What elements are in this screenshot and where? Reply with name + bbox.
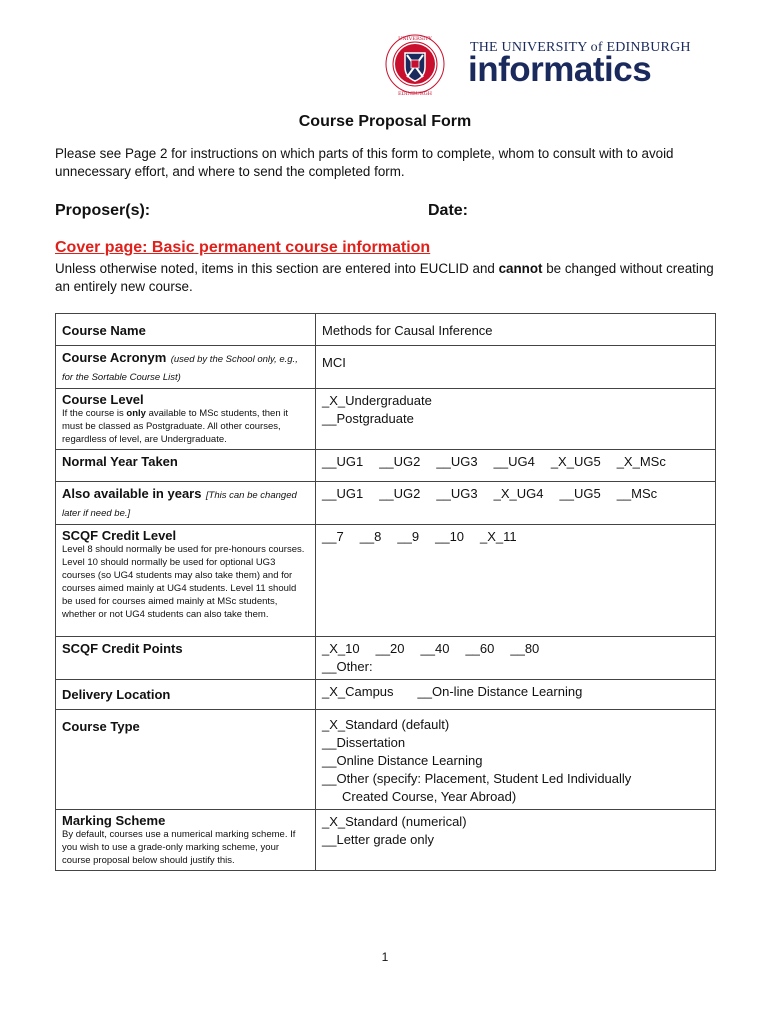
university-name: THE UNIVERSITY of EDINBURGH [470,40,691,55]
option-postgraduate[interactable]: __Postgraduate [322,411,414,426]
svg-text:EDINBURGH: EDINBURGH [397,91,433,97]
course-type-option[interactable]: __Online Distance Learning [322,753,483,768]
also-available-option[interactable]: __UG3 [436,486,478,501]
scqf-level-note: Level 8 should normally be used for pre-honours courses. Level 10 should normally be used for optional UG3 courses (so UG4 students may also take them) and for courses aimed mainly at UG4 students. Level 11 should be used for courses aimed mainly at MSc students, whether or not UG4 students can also take them. [62,544,305,620]
course-name-label: Course Name [62,323,146,338]
scqf-level-option[interactable]: __10 [435,529,465,544]
intro-text: Please see Page 2 for instructions on which parts of this form to complete, whom to consult with to avoid unnecessary effort, and where to send the completed form. [55,146,674,179]
scqf-level-option[interactable]: __9 [397,529,420,544]
course-acronym-hint: (used by the School only, e.g., for the Sortable Course List) [62,354,298,383]
svg-text:UNIVERSITY: UNIVERSITY [398,36,432,42]
row-course-type [56,710,716,810]
cover-heading: Cover page: Basic permanent course information [55,239,431,256]
course-type-option[interactable]: __Other (specify: Placement, Student Led Individually [322,771,632,786]
marking-option-letter-grade[interactable]: __Letter grade only [322,832,435,847]
course-level-note: If the course is only available to MSc students, then it must be classed as Postgraduate. All other courses, regardless of level, are Undergraduate. [62,408,289,445]
also-available-option[interactable]: _X_UG4 [493,486,544,501]
course-type-option[interactable]: _X_Standard (default) [322,717,450,732]
scqf-points-option[interactable]: __20 [375,641,405,656]
course-acronym-value[interactable]: MCI [322,355,346,370]
normal-year-option[interactable]: _X_MSc [616,454,666,469]
scqf-level-option[interactable]: __8 [359,529,382,544]
row-course-acronym [56,346,716,389]
also-available-label: Also available in years [62,486,202,501]
row-marking-scheme [56,810,716,871]
normal-year-option[interactable]: __UG2 [379,454,421,469]
normal-year-option[interactable]: __UG1 [322,454,364,469]
scqf-points-other[interactable]: __Other: [322,659,373,674]
scqf-points-option[interactable]: __80 [510,641,540,656]
also-available-option[interactable]: __UG1 [322,486,364,501]
delivery-option-campus[interactable]: _X_Campus [322,684,394,699]
course-acronym-label: Course Acronym [62,350,167,365]
normal-year-label: Normal Year Taken [62,454,178,469]
also-available-option[interactable]: __UG5 [559,486,601,501]
normal-year-option[interactable]: _X_UG5 [550,454,601,469]
delivery-location-label: Delivery Location [62,687,171,702]
row-scqf-points [56,637,716,680]
option-undergraduate[interactable]: _X_Undergraduate [322,393,432,408]
course-type-option[interactable]: __Dissertation [322,735,406,750]
school-name: informatics [468,50,652,89]
course-type-other-continuation: Created Course, Year Abroad) [342,789,517,804]
scqf-points-option[interactable]: __60 [465,641,495,656]
delivery-option-online[interactable]: __On-line Distance Learning [417,684,583,699]
university-seal-logo [380,31,460,106]
marking-option-standard[interactable]: _X_Standard (numerical) [322,814,467,829]
scqf-level-option[interactable]: __7 [322,529,344,544]
scqf-level-option[interactable]: _X_11 [480,529,517,544]
date-label: Date: [428,202,469,219]
row-course-level [56,389,716,450]
row-course-name [56,314,716,346]
course-info-table [55,313,716,871]
page-number: 1 [381,950,389,964]
also-available-option[interactable]: __UG2 [379,486,421,501]
scqf-points-option[interactable]: __40 [420,641,450,656]
marking-scheme-label: Marking Scheme [62,813,166,828]
course-level-label: Course Level [62,392,144,407]
scqf-points-label: SCQF Credit Points [62,641,183,656]
row-delivery-location [56,680,716,710]
scqf-points-option[interactable]: _X_10 [322,641,360,656]
course-type-label: Course Type [62,719,140,734]
proposer-label: Proposer(s): [55,202,151,219]
row-scqf-level [56,525,716,637]
cover-note: Unless otherwise noted, items in this section are entered into EUCLID and cannot be changed without creating an entirely new course. [55,261,714,294]
also-available-hint: [This can be changed later if need be.] [62,490,297,519]
scqf-level-label: SCQF Credit Level [62,528,177,543]
normal-year-option[interactable]: __UG4 [493,454,535,469]
form-title: Course Proposal Form [298,113,472,130]
course-name-value[interactable]: Methods for Causal Inference [322,323,493,338]
marking-scheme-note: By default, courses use a numerical marking scheme. If you wish to use a grade-only marking scheme, your course proposal below should justify this. [62,829,296,866]
normal-year-option[interactable]: __UG3 [436,454,478,469]
also-available-option[interactable]: __MSc [616,486,658,501]
row-normal-year [56,450,716,482]
row-also-available [56,482,716,525]
